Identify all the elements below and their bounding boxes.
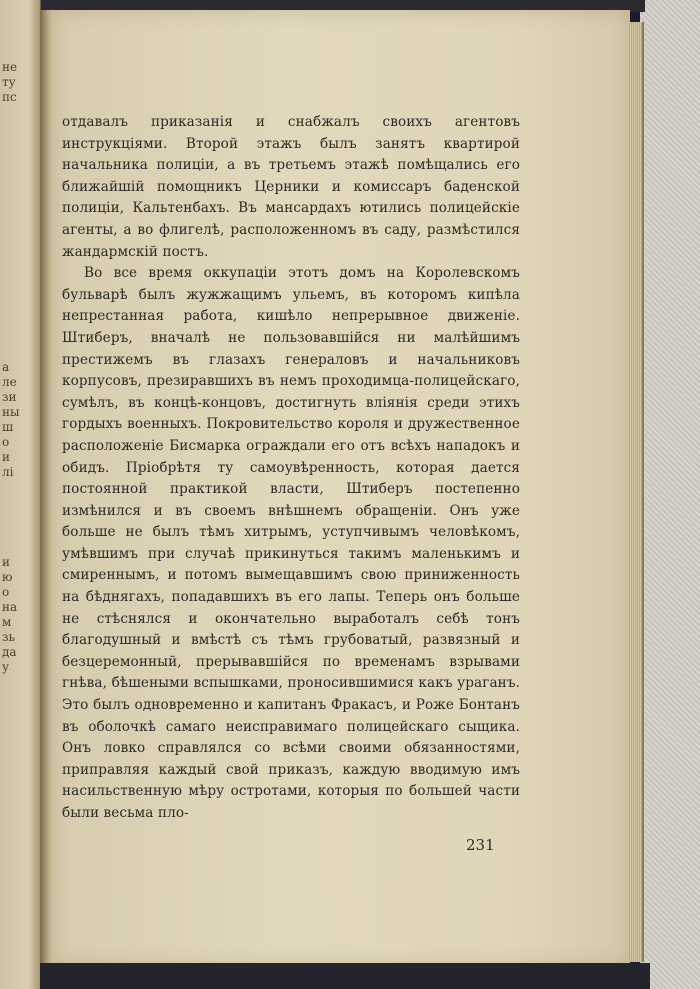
page-stack-edge [628,22,644,962]
paragraph-1: отдавалъ приказанія и снабжалъ своихъ агентовъ инструкціями. Второй этажъ былъ занятъ квартирой начальника полиціи, а въ третьемъ этажѣ помѣщались его ближайшій помощникъ Церники и комиссаръ баденской полиціи, Кальтенбахъ. Въ мансардахъ ютились полицейскіе агенты, а во флигелѣ, расположенномъ въ саду, размѣстился жандармскій постъ. [62,114,520,260]
page-body [62,112,520,825]
paragraph-2: Во все время оккупаціи этотъ домъ на Королевскомъ бульварѣ былъ жужжащимъ ульемъ, въ которомъ кипѣла непрестанная работа, кишѣло непрерывное движеніе. Штиберъ, вначалѣ не пользовавшійся ни малѣйшимъ престижемъ въ глазахъ генераловъ и начальниковъ корпусовъ, презиравшихъ въ немъ проходимца-полицейскаго, сумѣлъ, въ концѣ-концовъ, достигнуть вліянія среди этихъ гордыхъ военныхъ. Покровительство короля и дружественное расположеніе Бисмарка ограждали его отъ всѣхъ нападокъ и обидъ. Пріобрѣтя ту самоувѣренность, которая дается постоянной практикой власти, Штиберъ постепенно измѣнился и въ своемъ внѣшнемъ обращеніи. Онъ уже больше не былъ тѣмъ хитрымъ, уступчивымъ человѣкомъ, умѣвшимъ при случаѣ прикинуться такимъ маленькимъ и смиреннымъ, и потомъ вымещавшимъ свою приниженность на бѣднягахъ, попадавшихъ въ его лапы. Теперь онъ больше не стѣснялся и окончательно выработалъ себѣ тонъ благодушный и вмѣстѣ съ тѣмъ грубоватый, развязный и безцеремонный, прерывавшійся по временамъ взрывами гнѣва, бѣшеными вспышками, проносившимися какъ ураганъ. Это былъ одновременно и капитанъ Фракасъ, и Роже Бонтанъ въ оболочкѣ самаго неисправимаго полицейскаго сыщика. Онъ ловко справлялся со всѣми своими обязанностями, приправляя каждый свой приказъ, каждую вводимую имъ насильственную мѣру остротами, которыя по большей части были весьма пло- [62,265,520,821]
book-bottom-edge [40,963,650,989]
previous-page-edge [0,0,41,989]
previous-page-text: не ту пс а ле зи ны ш о и лі и ю о на м зь да у [2,60,20,674]
page-number: 231 [466,836,495,854]
background-fabric [640,0,700,989]
